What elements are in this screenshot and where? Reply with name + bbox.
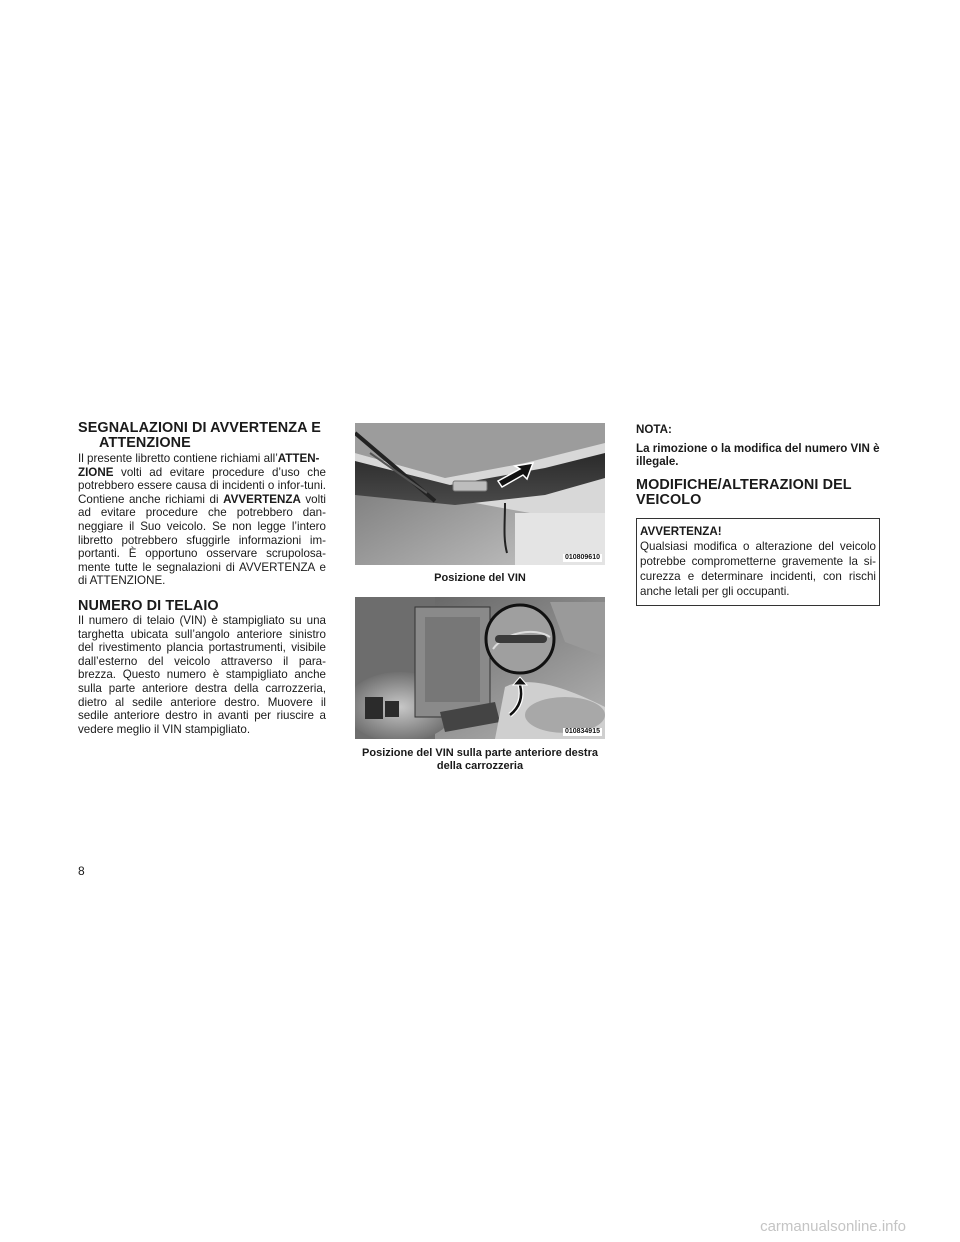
figure-caption-vin: Posizione del VIN [434,572,526,584]
page-number: 8 [78,864,85,878]
warnings-paragraph: Il presente libretto contiene richiami all’ATTEN- ZIONE volti ad evitare procedure d’uso che potrebbero essere causa di incidenti o infor-tuni. Contiene anche richiami di AVVERTENZA volti ad evitare procedure che potrebbero dan-neggiare il Suo veicolo. Se non legge l’intero libretto potrebbero sfuggirle informazioni im-portanti. È opportuno osservare scrupolosa-mente tutte le segnalazioni di AVVERTENZA e di ATTENZIONE. [78,452,326,588]
section-title-modifications: MODIFICHE/ALTERAZIONI DEL VEICOLO [636,477,852,508]
section-modifications [636,478,882,508]
warning-box [636,518,880,606]
section-warnings [78,421,326,588]
vin-paragraph: Il numero di telaio (VIN) è stampigliato su una targhetta ubicata sull’angolo anteriore sinistro del rivestimento plancia portastrumenti, visibile dall’esterno del veicolo attraverso il para-brezza. Questo numero è stampigliato anche sulla parte anteriore destra della carrozzeria, dietro al sedile anteriore destro. Muovere il sedile anteriore destro in avanti per riuscire a vedere meglio il VIN stampigliato. [78,614,326,736]
seat-photo-illustration [355,597,605,739]
note-text: La rimozione o la modifica del numero VIN è illegale. [636,442,880,468]
dashboard-photo-illustration [355,423,605,565]
section-title-warnings [78,421,326,451]
figure-vin-body [355,597,605,739]
figure-code: 010809610 [564,554,600,561]
watermark: carmanualsonline.info [760,1218,906,1235]
figure-vin-dashboard [355,423,605,565]
section-title-vin: NUMERO DI TELAIO [78,598,219,614]
title-line-2: ATTENZIONE [99,435,191,451]
figure-code: 010834915 [564,728,600,735]
note-label: NOTA: [636,423,672,436]
warning-title: AVVERTENZA! [640,525,722,538]
title-line-1: SEGNALAZIONI DI AVVERTENZA E [78,420,321,436]
section-vin [78,599,326,736]
warning-text: Qualsiasi modifica o alterazione del veicolo potrebbe comprometterne gravemente la si-curezza e determinare incidenti, con rischi anche letali per gli occupanti. [640,539,876,599]
note-block [636,423,882,468]
figure-caption-vin-body: Posizione del VIN sulla parte anteriore destra della carrozzeria [362,747,598,772]
